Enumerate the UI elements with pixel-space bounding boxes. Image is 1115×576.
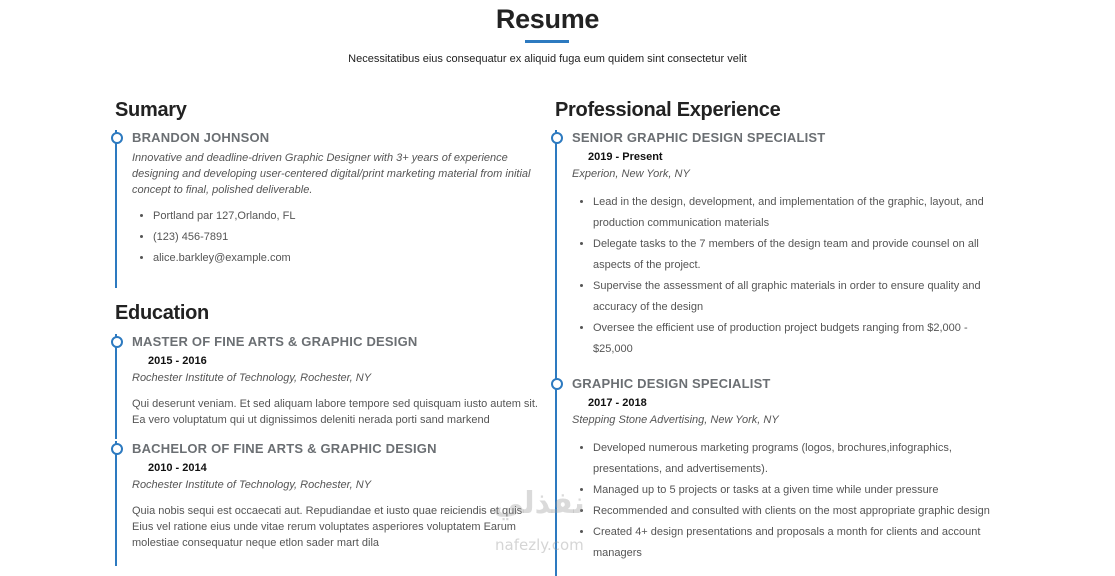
experience-bullets: [557, 192, 993, 360]
education-text: Qui deserunt veniam. Et sed aliquam labore tempore sed quisquam iusto autem sit. Ea vero voluptatum qui ut dignissimos deleniti nerada porti sand markend: [132, 398, 538, 426]
education-text: Quia nobis sequi est occaecati aut. Repudiandae et iusto quae reiciendis et quis Eius vel ratione eius unde vitae rerum voluptates asperiores voluptatem Earum molestiae consequatur neque etlon sader mart dila: [132, 505, 523, 549]
experience-bullet: • Delegate tasks to the 7 members of the design team and provide counsel on all aspects of the project.: [593, 234, 993, 276]
summary-item: [115, 130, 547, 288]
page-title: Resume: [495, 4, 600, 34]
experience-item: [555, 130, 987, 376]
education-period: 2010 - 2014: [148, 462, 207, 474]
watermark-latin: nafezly.com: [495, 536, 584, 554]
experience-period: 2019 - Present: [588, 151, 663, 163]
education-item: [115, 334, 547, 439]
experience-title: GRAPHIC DESIGN SPECIALIST: [572, 376, 771, 391]
education-title: MASTER OF FINE ARTS & GRAPHIC DESIGN: [132, 334, 418, 349]
experience-title: SENIOR GRAPHIC DESIGN SPECIALIST: [572, 130, 826, 145]
experience-bullet: • Developed numerous marketing programs (logos, brochures,infographics, presentations, and advertisements).: [593, 438, 1003, 480]
experience-section-title: Professional Experience: [555, 99, 781, 121]
experience-bullet: • Supervise the assessment of all graphic materials in order to ensure quality and accuracy of the design: [593, 276, 993, 318]
experience-period: 2017 - 2018: [588, 397, 647, 409]
summary-section-title: Sumary: [115, 99, 187, 121]
timeline-dot: [111, 443, 123, 455]
experience-place: Stepping Stone Advertising, New York, NY: [572, 414, 779, 426]
contact-phone[interactable]: • (123) 456-7891: [153, 227, 547, 248]
timeline-dot: [551, 132, 563, 144]
timeline-dot: [111, 336, 123, 348]
contact-email[interactable]: • alice.barkley@example.com: [153, 248, 547, 269]
watermark-arabic: نفذلي: [493, 486, 585, 521]
contact-address: • Portland par 127,Orlando, FL: [153, 206, 547, 227]
education-title: BACHELOR OF FINE ARTS & GRAPHIC DESIGN: [132, 441, 437, 456]
timeline-dot: [111, 132, 123, 144]
education-section-title: Education: [115, 302, 209, 324]
summary-description: Innovative and deadline-driven Graphic Designer with 3+ years of experience designing and developing user-centered digital/print marketing material from initial concept to final, polished deliverable.: [132, 152, 531, 196]
education-period: 2015 - 2016: [148, 355, 207, 367]
experience-bullet: • Created 4+ design presentations and proposals a month for clients and account managers: [593, 522, 1003, 564]
contact-list: [117, 206, 547, 269]
experience-place: Experion, New York, NY: [572, 168, 690, 180]
education-place: Rochester Institute of Technology, Rochester, NY: [132, 372, 372, 384]
title-underline: [525, 40, 569, 43]
experience-item: [555, 376, 990, 576]
education-place: Rochester Institute of Technology, Rochester, NY: [132, 479, 372, 491]
summary-name: BRANDON JOHNSON: [132, 130, 270, 145]
experience-bullet: • Managed up to 5 projects or tasks at a given time while under pressure: [593, 480, 1003, 501]
experience-bullet: • Recommended and consulted with clients on the most appropriate graphic design: [593, 501, 1003, 522]
timeline-dot: [551, 378, 563, 390]
page-subtitle: Necessitatibus eius consequatur ex aliquid fuga eum quidem sint consectetur velit: [348, 53, 747, 65]
experience-bullet: • Oversee the efficient use of production project budgets ranging from $2,000 - $25,000: [593, 318, 993, 360]
education-item: [115, 441, 547, 566]
experience-bullets: [557, 438, 1003, 564]
experience-bullet: • Lead in the design, development, and implementation of the graphic, layout, and production communication materials: [593, 192, 993, 234]
